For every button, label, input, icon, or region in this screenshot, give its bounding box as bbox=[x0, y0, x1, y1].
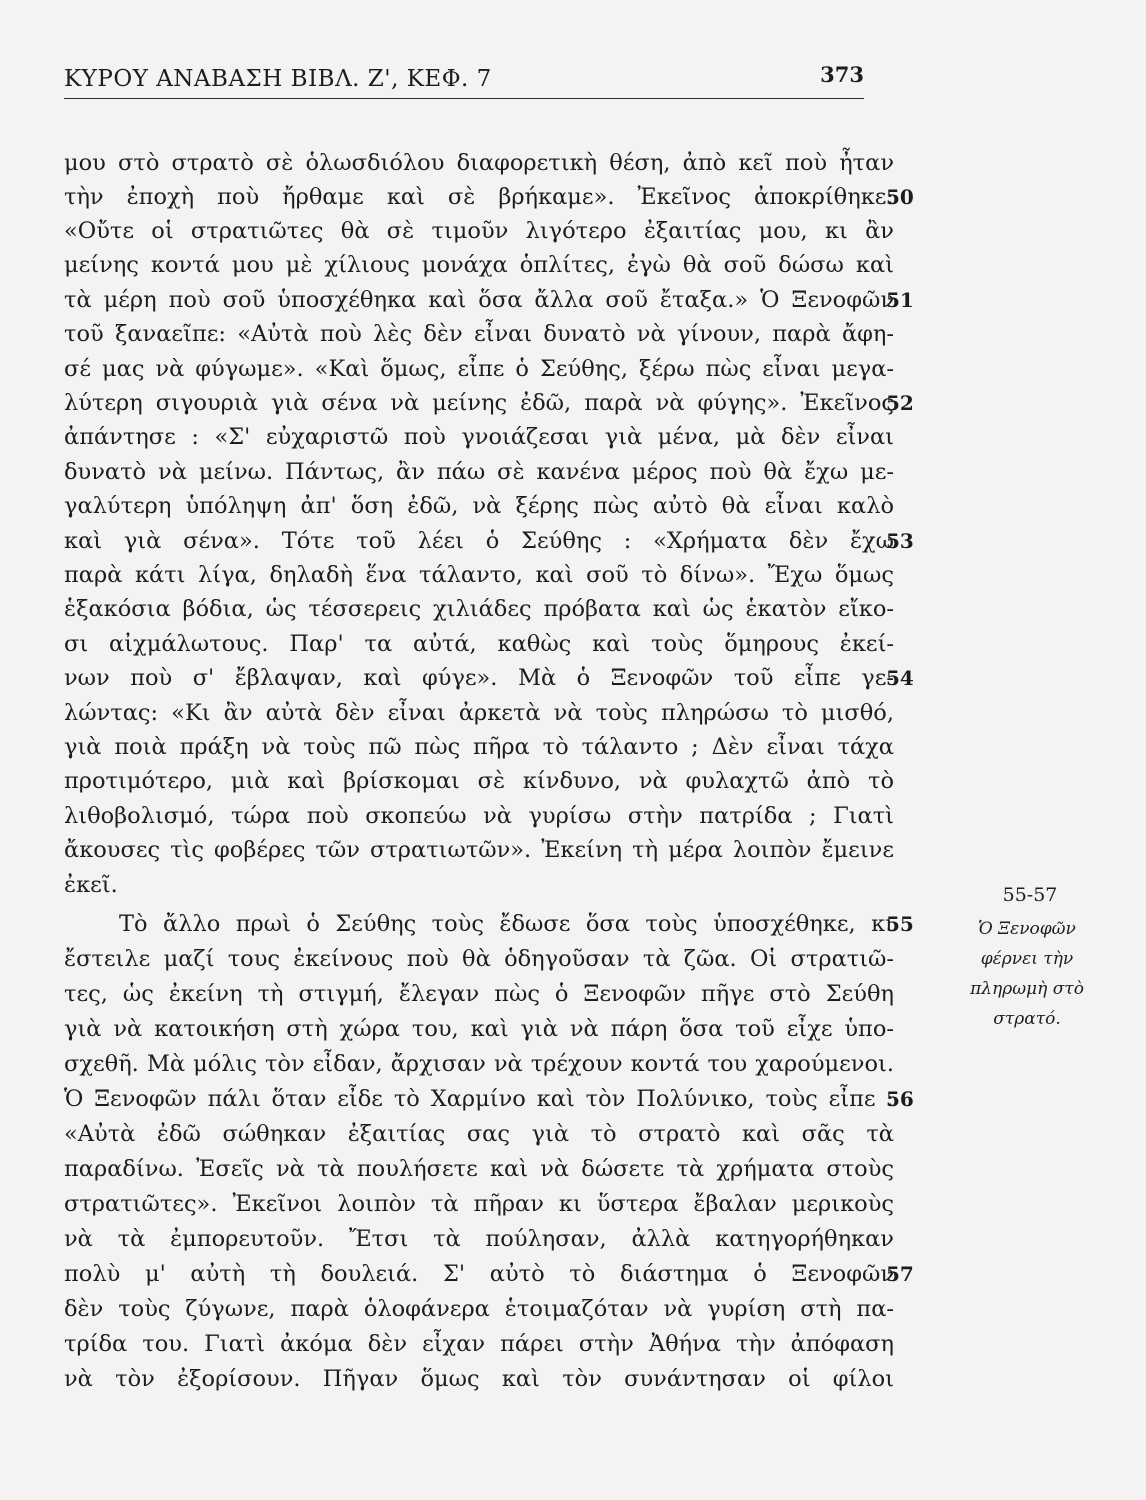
text-line: Ὁ Ξενοφῶν πάλι ὅταν εἶδε τὸ Χαρμίνο καὶ τὸν Πολύνικο, τοὺς εἶπε : bbox=[64, 1086, 894, 1112]
text-line: γιὰ ποιὰ πράξη νὰ τοὺς πῶ πὼς πῆρα τὸ τάλαντο ; Δὲν εἶναι τάχα bbox=[64, 734, 894, 760]
section-number: 57 bbox=[886, 1262, 914, 1286]
text-line: ἑξακόσια βόδια, ὡς τέσσερεις χιλιάδες πρόβατα καὶ ὡς ἑκατὸν εἴκο- bbox=[64, 596, 894, 622]
section-number: 54 bbox=[886, 666, 914, 690]
text-line: πολὺ μ' αὐτὴ τὴ δουλειά. Σ' αὐτὸ τὸ διάστημα ὁ Ξενοφῶν bbox=[64, 1261, 894, 1287]
text-line: γιὰ νὰ κατοικήση στὴ χώρα του, καὶ γιὰ νὰ πάρη ὅσα τοῦ εἶχε ὑπο- bbox=[64, 1016, 894, 1042]
page-header bbox=[64, 58, 864, 99]
text-line: παραδίνω. Ἐσεῖς νὰ τὰ πουλήσετε καὶ νὰ δώσετε τὰ χρήματα στοὺς bbox=[64, 1156, 894, 1182]
section-number: 56 bbox=[886, 1087, 914, 1111]
text-line: ἀπάντησε : «Σ' εὐχαριστῶ ποὺ γνοιάζεσαι γιὰ μένα, μὰ δὲν εἶναι bbox=[64, 424, 894, 450]
text-line: λιθοβολισμό, τώρα ποὺ σκοπεύω νὰ γυρίσω στὴν πατρίδα ; Γιατὶ bbox=[64, 803, 894, 829]
text-line: γαλύτερη ὑπόληψη ἀπ' ὅση ἐδῶ, νὰ ξέρης πὼς αὐτὸ θὰ εἶναι καλὸ bbox=[64, 493, 894, 519]
text-line: τὴν ἐποχὴ ποὺ ἤρθαμε καὶ σὲ βρήκαμε». Ἐκεῖνος ἀποκρίθηκε: bbox=[64, 184, 894, 210]
text-line: τες, ὡς ἐκείνη τὴ στιγμή, ἔλεγαν πὼς ὁ Ξενοφῶν πῆγε στὸ Σεύθη bbox=[64, 981, 894, 1007]
text-line: νὰ τὸν ἐξορίσουν. Πῆγαν ὅμως καὶ τὸν συνάντησαν οἱ φίλοι bbox=[64, 1366, 894, 1392]
margin-note-line: στρατό. bbox=[993, 1009, 1061, 1029]
text-line: νων ποὺ σ' ἔβλαψαν, καὶ φύγε». Μὰ ὁ Ξενοφῶν τοῦ εἶπε γε- bbox=[64, 665, 894, 691]
text-line: σέ μας νὰ φύγωμε». «Καὶ ὅμως, εἶπε ὁ Σεύθης, ξέρω πὼς εἶναι μεγα- bbox=[64, 356, 894, 382]
text-line: Τὸ ἄλλο πρωὶ ὁ Σεύθης τοὺς ἔδωσε ὅσα τοὺς ὑποσχέθηκε, κι bbox=[119, 911, 894, 937]
text-line: μου στὸ στρατὸ σὲ ὁλωσδιόλου διαφορετικὴ θέση, ἀπὸ κεῖ ποὺ ἦταν bbox=[64, 150, 894, 176]
text-line: παρὰ κάτι λίγα, δηλαδὴ ἕνα τάλαντο, καὶ σοῦ τὸ δίνω». Ἔχω ὅμως bbox=[64, 562, 894, 588]
text-line: προτιμότερο, μιὰ καὶ βρίσκομαι σὲ κίνδυνο, νὰ φυλαχτῶ ἀπὸ τὸ bbox=[64, 768, 894, 794]
text-line: ἐκεῖ. bbox=[64, 872, 118, 898]
text-line: νὰ τὰ ἐμπορευτοῦν. Ἔτσι τὰ πούλησαν, ἀλλὰ κατηγορήθηκαν bbox=[64, 1226, 894, 1252]
text-line: δὲν τοὺς ζύγωνε, παρὰ ὁλοφάνερα ἑτοιμαζόταν νὰ γυρίση στὴ πα- bbox=[64, 1296, 894, 1322]
text-line: λώντας: «Κι ἂν αὐτὰ δὲν εἶναι ἀρκετὰ νὰ τοὺς πληρώσω τὸ μισθό, bbox=[64, 700, 894, 726]
text-line: ἔστειλε μαζί τους ἐκείνους ποὺ θὰ ὁδηγοῦσαν τὰ ζῶα. Οἱ στρατιῶ- bbox=[64, 946, 894, 972]
text-line: μείνης κοντά μου μὲ χίλιους μονάχα ὁπλίτες, ἐγὼ θὰ σοῦ δώσω καὶ bbox=[64, 252, 894, 278]
text-line: ἄκουσες τὶς φοβέρες τῶν στρατιωτῶν». Ἐκείνη τὴ μέρα λοιπὸν ἔμεινε bbox=[64, 837, 894, 863]
text-line: «Αὐτὰ ἐδῶ σώθηκαν ἐξαιτίας σας γιὰ τὸ στρατὸ καὶ σᾶς τὰ bbox=[64, 1121, 894, 1147]
text-line: τὰ μέρη ποὺ σοῦ ὑποσχέθηκα καὶ ὅσα ἄλλα σοῦ ἔταξα.» Ὁ Ξενοφῶν bbox=[64, 287, 894, 313]
text-line: δυνατὸ νὰ μείνω. Πάντως, ἂν πάω σὲ κανένα μέρος ποὺ θὰ ἔχω με- bbox=[64, 459, 894, 485]
section-number: 55 bbox=[886, 912, 914, 936]
text-line: σχεθῆ. Μὰ μόλις τὸν εἶδαν, ἄρχισαν νὰ τρέχουν κοντά του χαρούμενοι. bbox=[64, 1051, 894, 1077]
text-line: καὶ γιὰ σένα». Τότε τοῦ λέει ὁ Σεύθης : «Χρήματα δὲν ἔχω bbox=[64, 528, 894, 554]
page-number: 373 bbox=[820, 62, 864, 87]
margin-section-range: 55-57 bbox=[1002, 884, 1058, 906]
text-line: τρίδα του. Γιατὶ ἀκόμα δὲν εἶχαν πάρει στὴν Ἀθήνα τὴν ἀπόφαση bbox=[64, 1331, 894, 1357]
text-line: «Οὔτε οἱ στρατιῶτες θὰ σὲ τιμοῦν λιγότερο ἐξαιτίας μου, κι ἂν bbox=[64, 218, 894, 244]
section-number: 51 bbox=[886, 288, 914, 312]
section-number: 50 bbox=[886, 185, 914, 209]
text-line: σι αἰχμάλωτους. Παρ' τα αὐτά, καθὼς καὶ τοὺς ὅμηρους ἐκεί- bbox=[64, 631, 894, 657]
text-line: λύτερη σιγουριὰ γιὰ σένα νὰ μείνης ἐδῶ, παρὰ νὰ φύγης». Ἐκεῖνος bbox=[64, 390, 894, 416]
text-line: τοῦ ξαναεῖπε: «Αὐτὰ ποὺ λὲς δὲν εἶναι δυνατὸ νὰ γίνουν, παρὰ ἄφη- bbox=[64, 321, 894, 347]
text-line: στρατιῶτες». Ἐκεῖνοι λοιπὸν τὰ πῆραν κι ὕστερα ἔβαλαν μερικοὺς bbox=[64, 1191, 894, 1217]
margin-note-line: πληρωμὴ στὸ bbox=[970, 979, 1084, 999]
margin-note-line: Ὁ Ξενοφῶν bbox=[978, 919, 1076, 939]
margin-note-line: φέρνει τὴν bbox=[980, 949, 1074, 969]
section-number: 52 bbox=[886, 391, 914, 415]
running-title: ΚΥΡΟΥ ΑΝΑΒΑΣΗ ΒΙΒΛ. Ζ', ΚΕΦ. 7 bbox=[64, 66, 492, 92]
section-number: 53 bbox=[886, 529, 914, 553]
